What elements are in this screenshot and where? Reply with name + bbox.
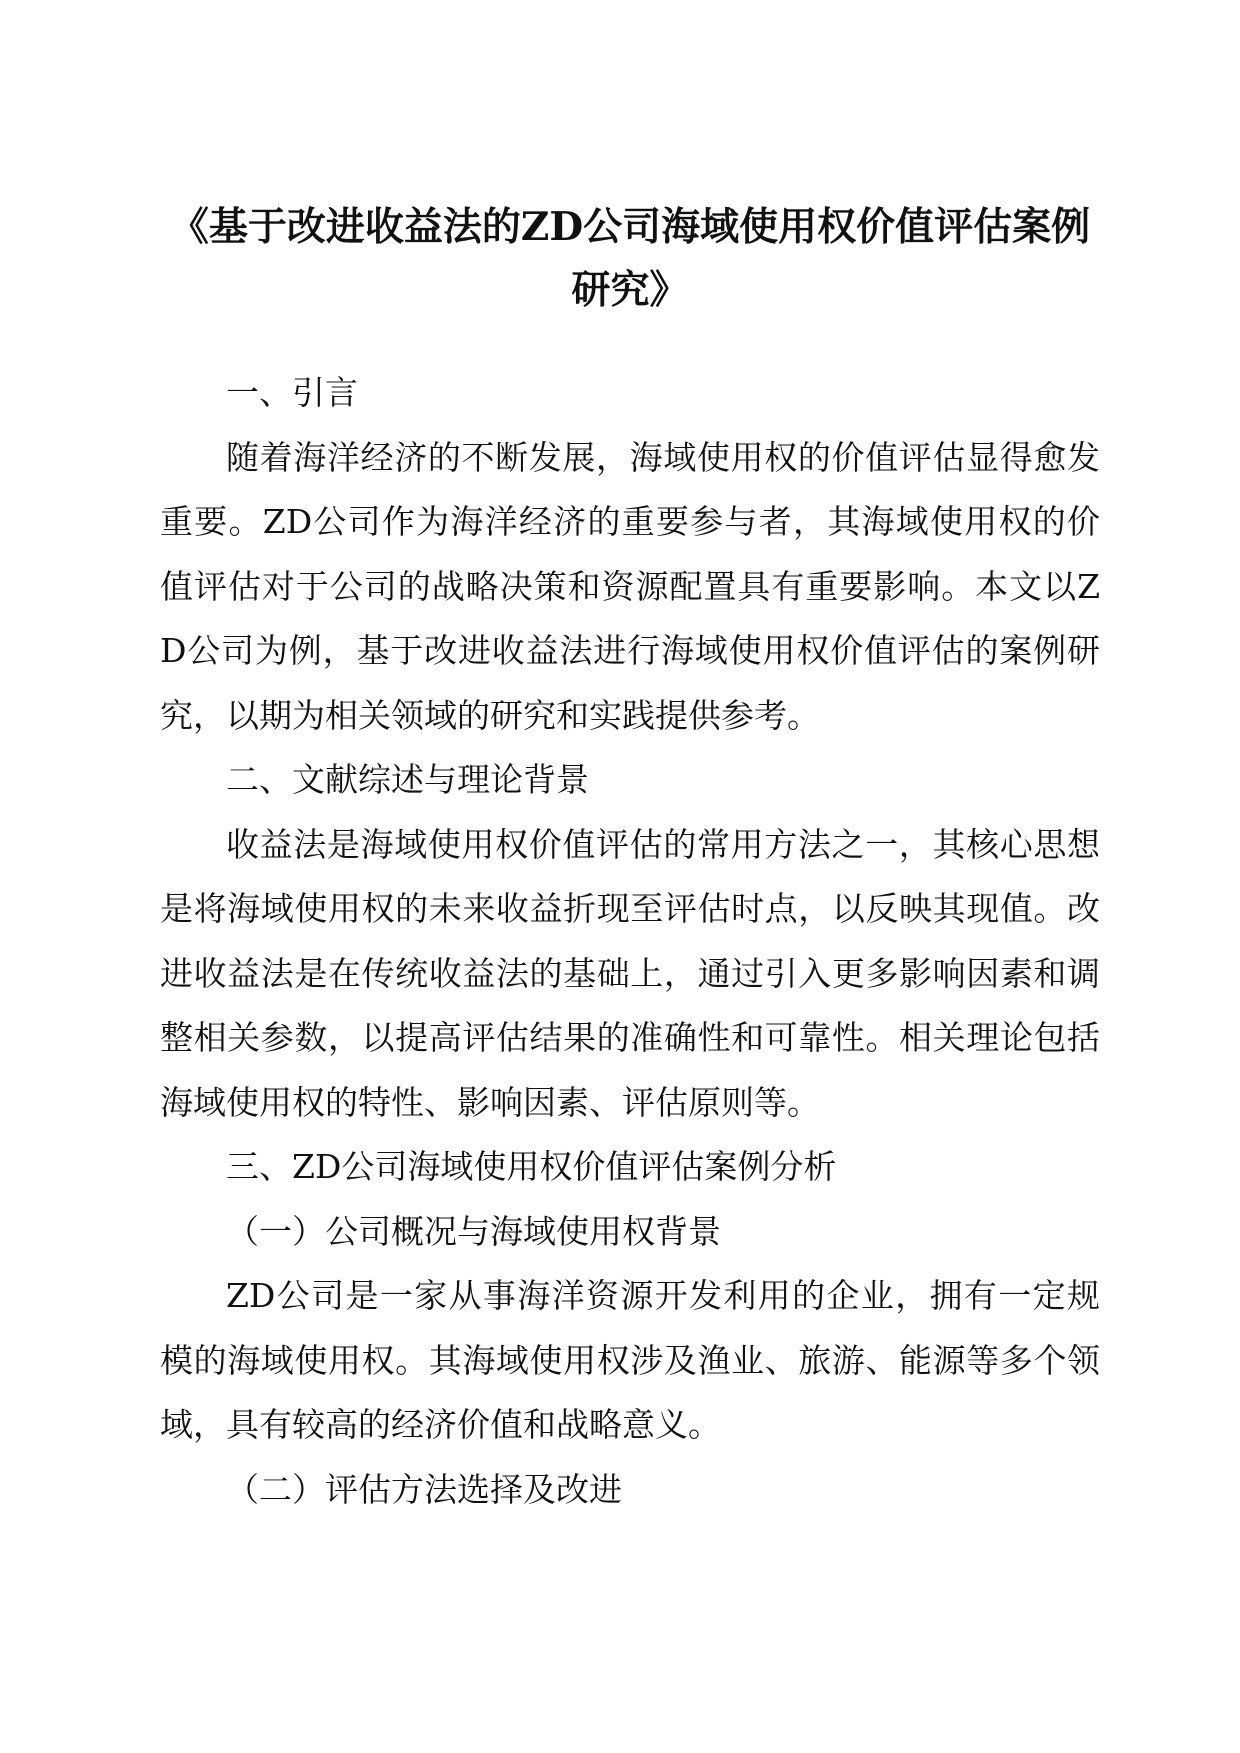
- section-heading-case-analysis: 三、ZD公司海域使用权价值评估案例分析: [226, 1147, 837, 1186]
- paragraph-introduction: 随着海洋经济的不断发展，海域使用权的价值评估显得愈发重要。ZD公司作为海洋经济的重要参与者，其海域使用权的价值评估对于公司的战略决策和资源配置具有重要影响。本文以ZD公司为例，基于改进收益法进行海域使用权价值评估的案例研究，以期为相关领域的研究和实践提供参考。: [160, 437, 1100, 735]
- subsection-heading-company-overview: （一）公司概况与海域使用权背景: [226, 1211, 721, 1251]
- document-body: [160, 361, 1100, 1522]
- document-title: 《基于改进收益法的ZD公司海域使用权价值评估案例研究》: [169, 204, 1091, 313]
- section-heading-introduction: 一、引言: [226, 373, 358, 412]
- section-heading-literature-review: 二、文献综述与理论背景: [226, 760, 589, 799]
- paragraph-company-overview: ZD公司是一家从事海洋资源开发利用的企业，拥有一定规模的海域使用权。其海域使用权涉及渔业、旅游、能源等多个领域，具有较高的经济价值和战略意义。: [160, 1276, 1100, 1444]
- paragraph-literature-review: 收益法是海域使用权价值评估的常用方法之一，其核心思想是将海域使用权的未来收益折现至评估时点，以反映其现值。改进收益法是在传统收益法的基础上，通过引入更多影响因素和调整相关参数，以提高评估结果的准确性和可靠性。相关理论包括海域使用权的特性、影响因素、评估原则等。: [160, 824, 1100, 1122]
- subsection-heading-method-selection: （二）评估方法选择及改进: [226, 1469, 622, 1509]
